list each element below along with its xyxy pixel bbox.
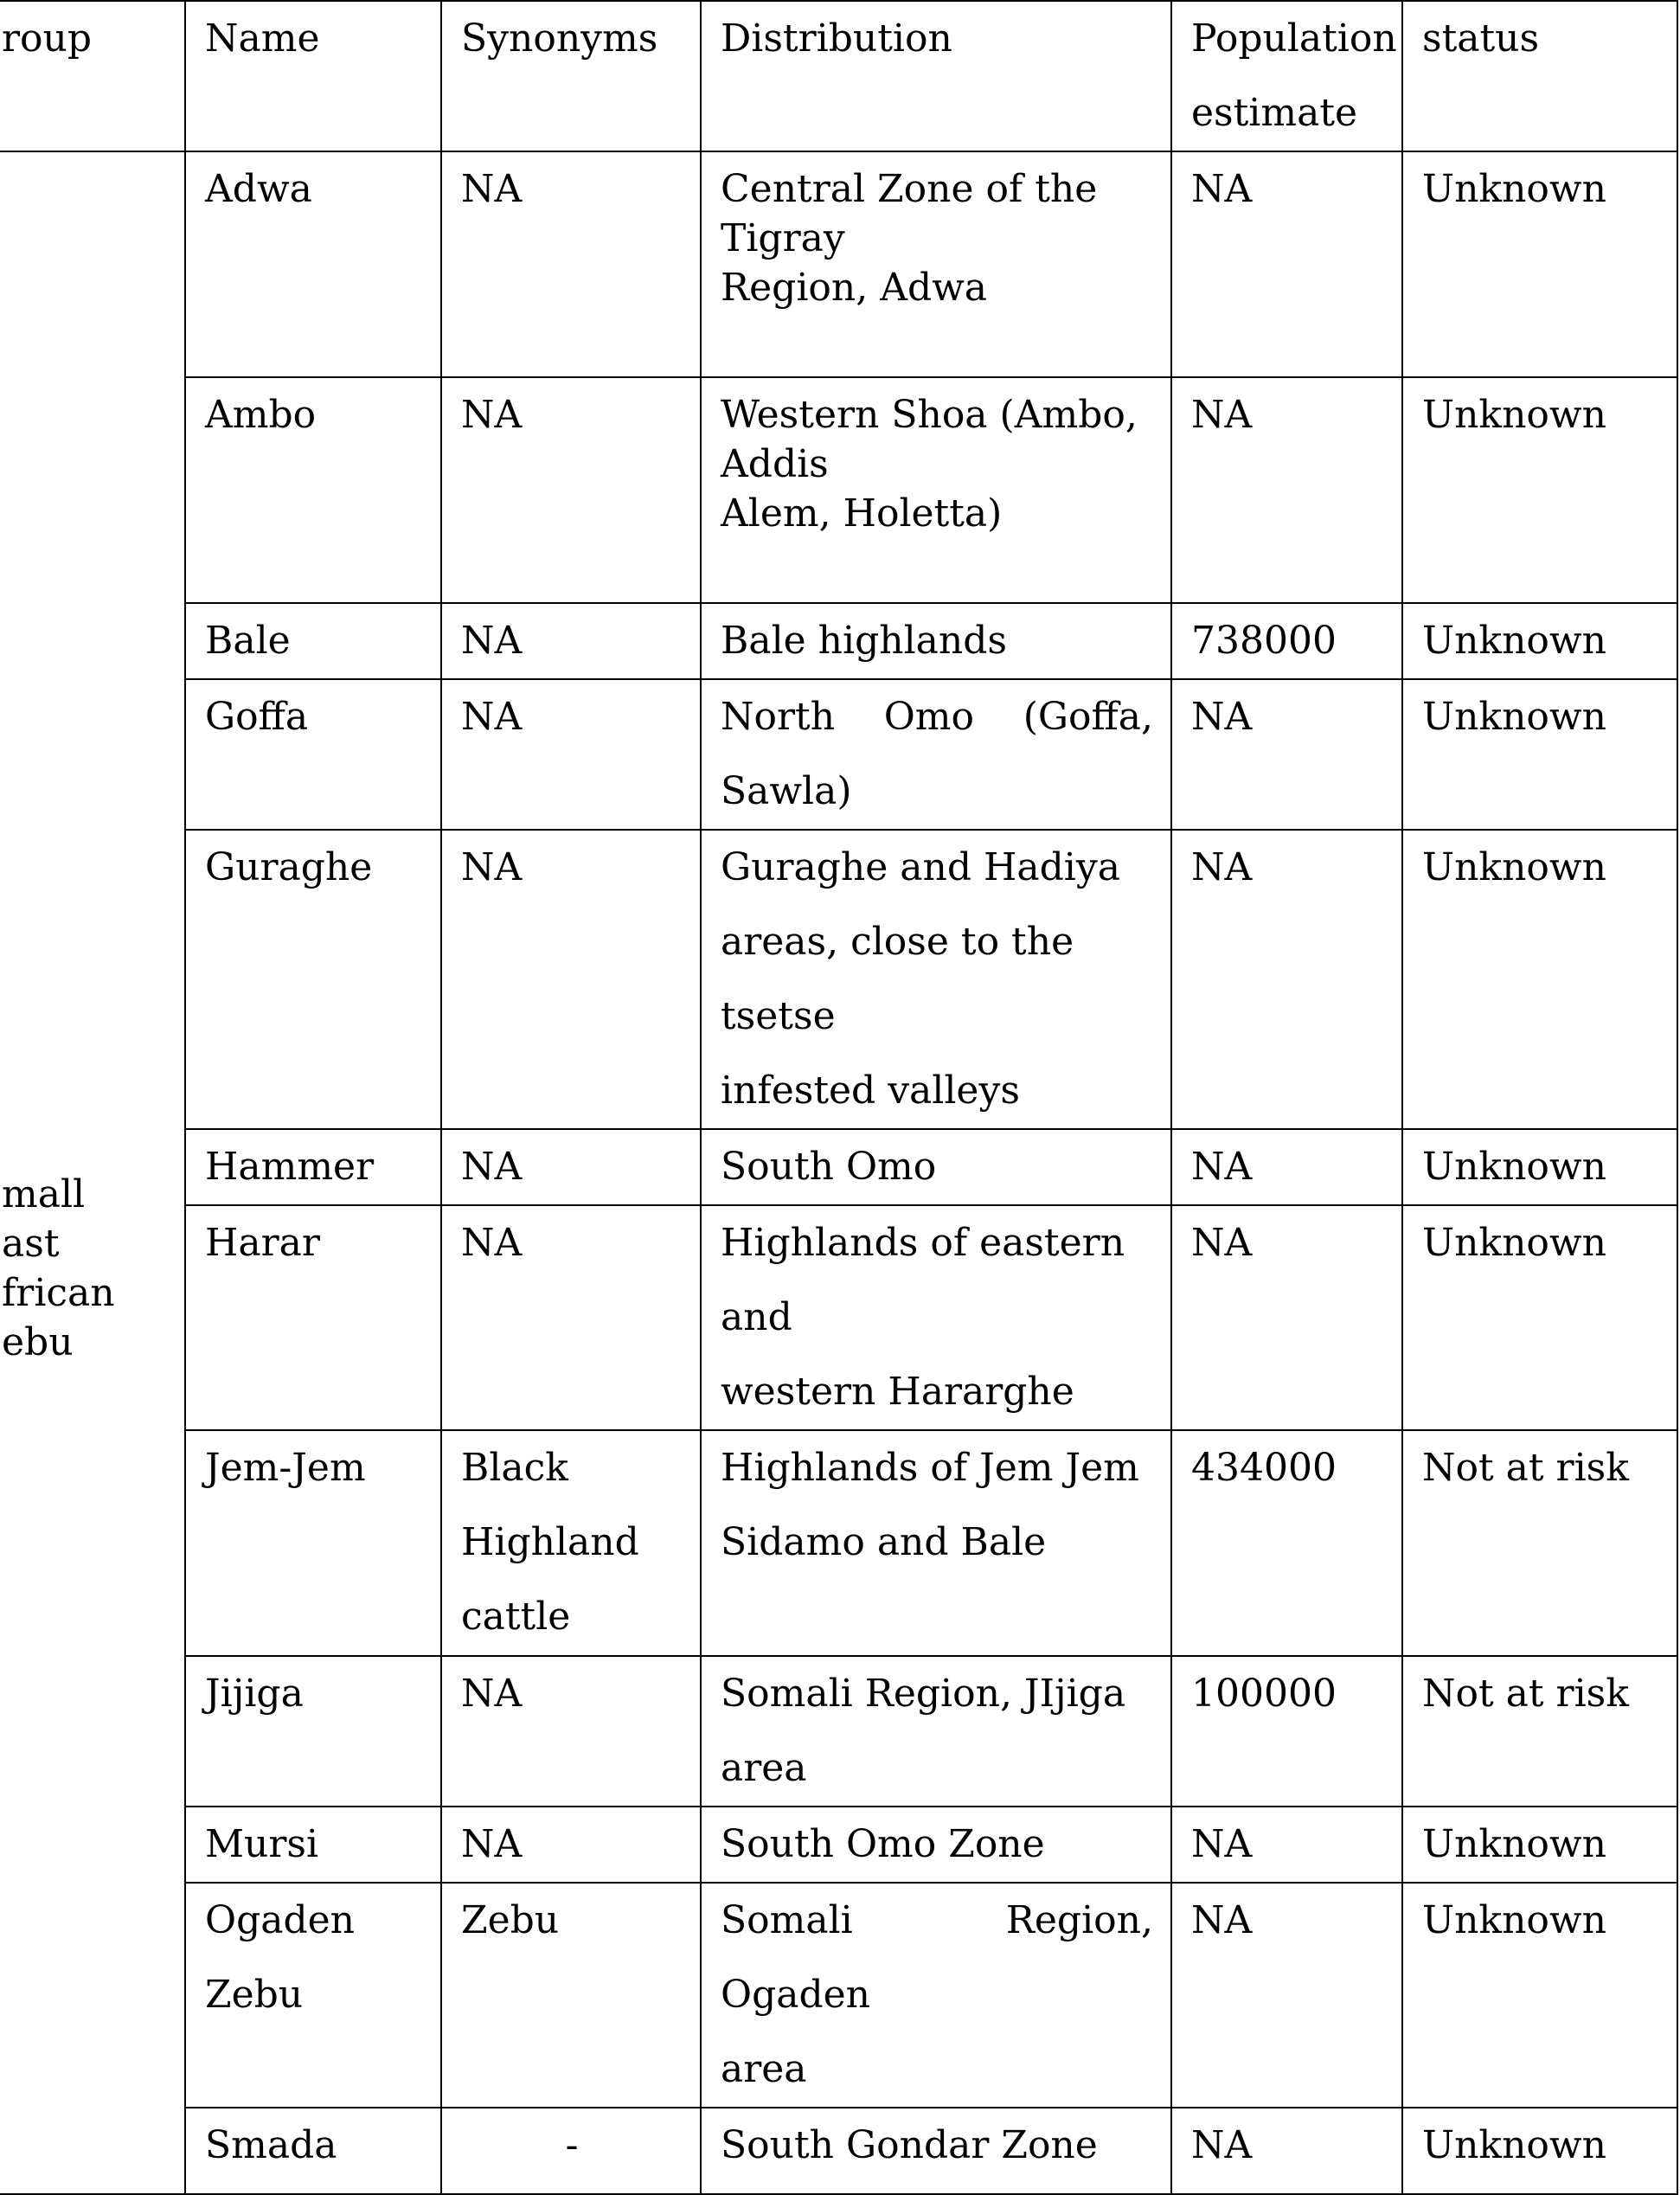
- cell-synonyms: NA: [441, 1656, 701, 1807]
- cell-distribution: South Gondar Zone: [701, 2108, 1171, 2194]
- cell-status: Unknown: [1402, 1129, 1677, 1205]
- cell-name: Mursi: [185, 1807, 441, 1883]
- cell-distribution: Highlands of eastern and western Hararghe: [701, 1205, 1171, 1430]
- cell-name: Adwa: [185, 151, 441, 377]
- cell-distribution: South Omo Zone: [701, 1807, 1171, 1883]
- cell-synonyms: NA: [441, 1807, 701, 1883]
- cell-synonyms: NA: [441, 1129, 701, 1205]
- table-row: [0, 603, 1677, 679]
- cell-synonyms: NA: [441, 830, 701, 1129]
- cell-name: Goffa: [185, 679, 441, 830]
- cell-population: NA: [1171, 1129, 1402, 1205]
- group-cell: mall ast frican ebu: [0, 151, 185, 2194]
- cell-population: NA: [1171, 830, 1402, 1129]
- cell-population: 100000: [1171, 1656, 1402, 1807]
- header-distribution: Distribution: [701, 1, 1171, 151]
- cell-status: Not at risk: [1402, 1430, 1677, 1656]
- cell-distribution: South Omo: [701, 1129, 1171, 1205]
- header-synonyms: Synonyms: [441, 1, 701, 151]
- table-row: [0, 2108, 1677, 2194]
- cell-name: Jijiga: [185, 1656, 441, 1807]
- cell-name: Hammer: [185, 1129, 441, 1205]
- cell-synonyms: NA: [441, 679, 701, 830]
- cell-name: Bale: [185, 603, 441, 679]
- cell-population: NA: [1171, 377, 1402, 603]
- cell-status: Unknown: [1402, 1883, 1677, 2108]
- cell-name: Ambo: [185, 377, 441, 603]
- cell-status: Unknown: [1402, 2108, 1677, 2194]
- cell-status: Unknown: [1402, 679, 1677, 830]
- cell-distribution: North Omo (Goffa, Sawla): [701, 679, 1171, 830]
- cell-population: 738000: [1171, 603, 1402, 679]
- table-row: [0, 1129, 1677, 1205]
- table-row: [0, 377, 1677, 603]
- cell-synonyms: -: [441, 2108, 701, 2194]
- cell-distribution: Guraghe and Hadiya areas, close to the tsetse infested valleys: [701, 830, 1171, 1129]
- cell-distribution: Central Zone of the Tigray Region, Adwa: [701, 151, 1171, 377]
- cell-synonyms: Zebu: [441, 1883, 701, 2108]
- header-group: roup: [0, 1, 185, 151]
- cell-distribution: Western Shoa (Ambo, Addis Alem, Holetta): [701, 377, 1171, 603]
- cell-status: Unknown: [1402, 151, 1677, 377]
- cell-synonyms: NA: [441, 603, 701, 679]
- cell-population: NA: [1171, 1205, 1402, 1430]
- cell-population: NA: [1171, 151, 1402, 377]
- cell-population: NA: [1171, 679, 1402, 830]
- header-row: [0, 1, 1677, 151]
- cell-distribution: Somali Region, Ogaden area: [701, 1883, 1171, 2108]
- header-status: status: [1402, 1, 1677, 151]
- table-row: [0, 1883, 1677, 2108]
- cell-distribution: Highlands of Jem Jem Sidamo and Bale: [701, 1430, 1171, 1656]
- cell-status: Unknown: [1402, 377, 1677, 603]
- cell-name: Harar: [185, 1205, 441, 1430]
- table-row: [0, 830, 1677, 1129]
- header-population: Population estimate: [1171, 1, 1402, 151]
- cell-distribution: Somali Region, JIjiga area: [701, 1656, 1171, 1807]
- cell-status: Unknown: [1402, 603, 1677, 679]
- cell-synonyms: NA: [441, 151, 701, 377]
- cell-status: Not at risk: [1402, 1656, 1677, 1807]
- table-row: [0, 679, 1677, 830]
- table-row: [0, 1656, 1677, 1807]
- table-row: [0, 1430, 1677, 1656]
- cell-synonyms: NA: [441, 1205, 701, 1430]
- cell-status: Unknown: [1402, 1807, 1677, 1883]
- cell-population: NA: [1171, 2108, 1402, 2194]
- cell-name: Jem-Jem: [185, 1430, 441, 1656]
- cell-name: Guraghe: [185, 830, 441, 1129]
- cell-name: Ogaden Zebu: [185, 1883, 441, 2108]
- cell-population: NA: [1171, 1807, 1402, 1883]
- cell-population: NA: [1171, 1883, 1402, 2108]
- table-row: [0, 1205, 1677, 1430]
- cell-status: Unknown: [1402, 1205, 1677, 1430]
- cell-population: 434000: [1171, 1430, 1402, 1656]
- table-row: [0, 151, 1677, 377]
- cell-synonyms: NA: [441, 377, 701, 603]
- header-name: Name: [185, 1, 441, 151]
- cell-name: Smada: [185, 2108, 441, 2194]
- table-row: [0, 1807, 1677, 1883]
- cell-synonyms: Black Highland cattle: [441, 1430, 701, 1656]
- cell-status: Unknown: [1402, 830, 1677, 1129]
- cell-distribution: Bale highlands: [701, 603, 1171, 679]
